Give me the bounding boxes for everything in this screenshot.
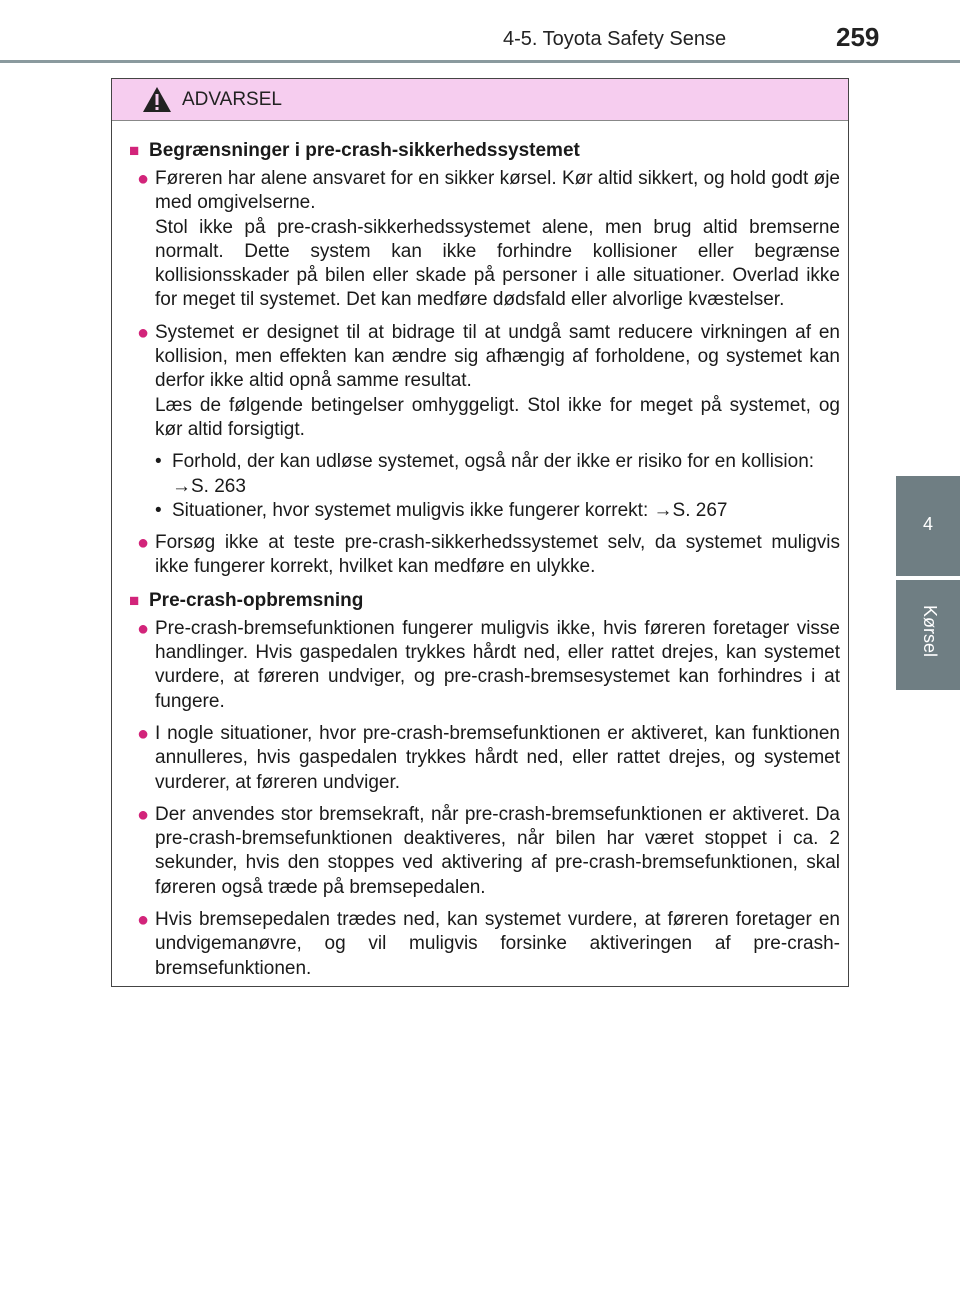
bullet-item bbox=[129, 321, 840, 523]
small-bullet-icon: • bbox=[155, 451, 162, 473]
bullet-paragraph: I nogle situationer, hvor pre-crash-bremsefunktionen er aktiveret, kan funktionen annulleres, hvis gaspedalen trykkes hårdt ned, eller rattet drejes, og systemet vurderer, at føreren undviger. bbox=[155, 722, 840, 793]
bullet-paragraph: Føreren har alene ansvaret for en sikker kørsel. Kør altid sikkert, og hold godt øje med omgivelserne. bbox=[155, 168, 840, 214]
warning-title: ADVARSEL bbox=[182, 88, 282, 110]
section-heading bbox=[129, 138, 840, 163]
bullet-paragraph: Hvis bremsepedalen trædes ned, kan systemet vurdere, at føreren foretager en undvigemanøvre, og vil muligvis forsinke aktiveringen af pre-crash-bremsefunktionen. bbox=[155, 909, 840, 979]
round-bullet-icon: ● bbox=[137, 168, 150, 190]
round-bullet-icon: ● bbox=[137, 617, 150, 640]
bullet-paragraph: Pre-crash-bremsefunktionen fungerer muligvis ikke, hvis føreren foretager visse handlinger. Hvis gaspedalen trykkes hårdt ned, eller rattet drejes, kan systemet vurdere, at føreren undviger, og pre-crash-bremsesystemet kan forhindres i at fungere. bbox=[155, 617, 840, 712]
section-heading bbox=[129, 588, 840, 613]
chapter-number: 4 bbox=[922, 514, 933, 534]
section-title: 4-5. Toyota Safety Sense bbox=[503, 28, 727, 50]
bullet-body bbox=[155, 908, 840, 981]
sub-list-text: Forhold, der kan udløse systemet, også når der ikke er risiko for en kollision: →S. 263 bbox=[172, 451, 815, 497]
bullet-body bbox=[155, 803, 840, 900]
warning-header bbox=[112, 79, 848, 121]
section-heading-text: Begrænsninger i pre-crash-sikkerhedssystemet bbox=[149, 140, 580, 161]
sub-list-item bbox=[155, 450, 840, 499]
round-bullet-icon: ● bbox=[137, 803, 150, 826]
sub-list-text: Situationer, hvor systemet muligvis ikke fungerer korrekt: →S. 267 bbox=[172, 499, 728, 521]
chapter-label: Kørsel bbox=[920, 605, 940, 658]
warning-box bbox=[111, 78, 849, 987]
small-bullet-icon: • bbox=[155, 499, 162, 521]
bullet-item bbox=[129, 167, 840, 313]
sub-list bbox=[155, 450, 840, 523]
round-bullet-icon: ● bbox=[137, 722, 150, 745]
bullet-body bbox=[155, 722, 840, 795]
sub-list-item bbox=[155, 499, 840, 523]
square-bullet-icon: ■ bbox=[129, 141, 140, 160]
bullet-paragraph: Systemet er designet til at bidrage til at undgå samt reducere virkningen af en kollision, men effekten kan ændre sig afhængig af forholdene, og systemet kan derfor ikke altid opnå samme resultat. bbox=[155, 321, 840, 392]
square-bullet-icon: ■ bbox=[129, 590, 140, 610]
bullet-item bbox=[129, 908, 840, 981]
bullet-item bbox=[129, 531, 840, 580]
bullet-body bbox=[155, 531, 840, 580]
round-bullet-icon: ● bbox=[137, 321, 150, 344]
bullet-item bbox=[129, 803, 840, 900]
bullet-item bbox=[129, 722, 840, 795]
warning-triangle-icon bbox=[142, 86, 172, 113]
warning-content bbox=[112, 121, 848, 981]
round-bullet-icon: ● bbox=[137, 909, 150, 932]
bullet-item bbox=[129, 617, 840, 714]
page-number: 259 bbox=[836, 22, 880, 52]
header-divider bbox=[0, 60, 960, 63]
bullet-paragraph: Stol ikke på pre-crash-sikkerhedssystemet alene, men brug altid bremserne normalt. Dette system kan ikke forhindre kollisioner eller begrænse kollisionsskader på bilen eller skade på personer i alle situationer. Overlad ikke for meget til systemet. Det kan medføre dødsfald eller alvorlige kvæstelser. bbox=[155, 216, 840, 311]
bullet-paragraph: Læs de følgende betingelser omhyggeligt. Stol ikke for meget på systemet, og kør altid forsigtigt. bbox=[155, 394, 840, 440]
round-bullet-icon: ● bbox=[137, 532, 150, 555]
bullet-body bbox=[155, 167, 840, 313]
bullet-body bbox=[155, 321, 840, 523]
bullet-body bbox=[155, 617, 840, 714]
section-heading-text: Pre-crash-opbremsning bbox=[149, 589, 364, 611]
bullet-paragraph: Der anvendes stor bremsekraft, når pre-crash-bremsefunktionen er aktiveret. Da pre-crash-bremsefunktionen deaktiveres, når bilen har været stoppet i ca. 2 sekunder, hvis den stoppes ved aktivering af pre-crash-bremsefunktionen, skal føreren også træde på bremsepedalen. bbox=[155, 803, 840, 898]
bullet-paragraph: Forsøg ikke at teste pre-crash-sikkerhedssystemet selv, da systemet muligvis ikke fungerer korrekt, hvilket kan medføre en ulykke. bbox=[155, 532, 840, 578]
